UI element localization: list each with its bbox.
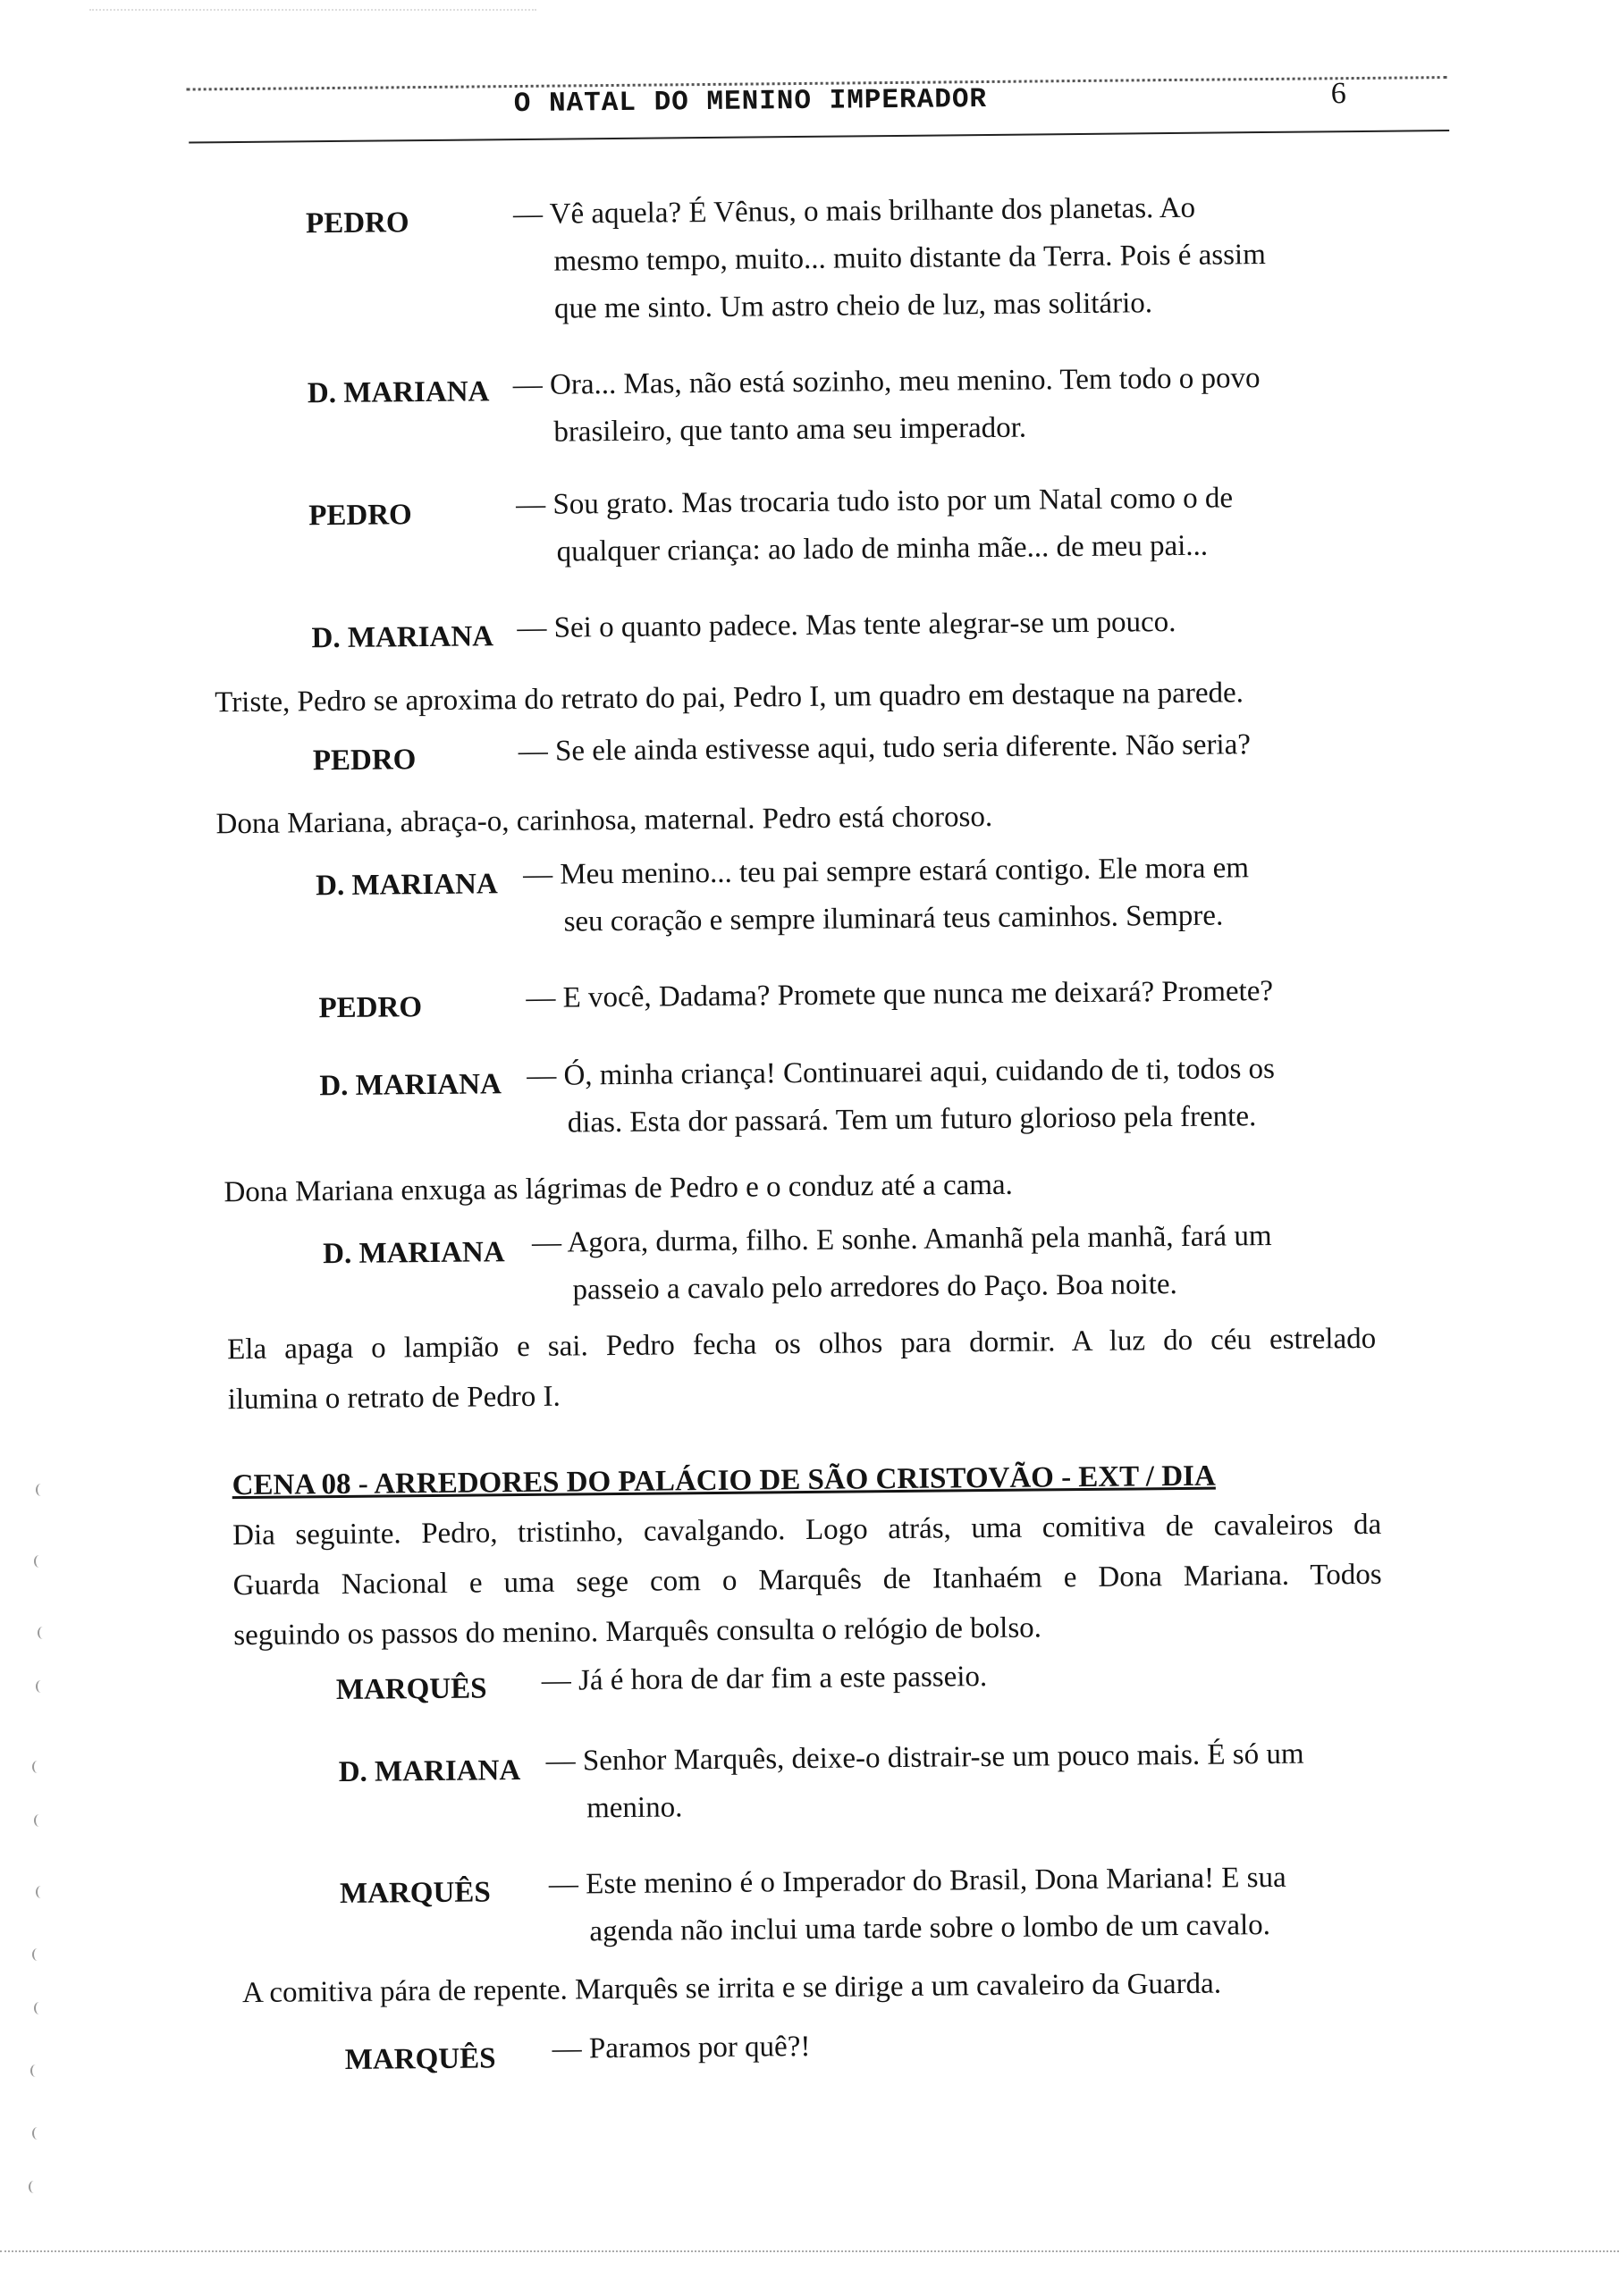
scan-artifact-mark (30, 2065, 41, 2077)
dialogue-line: qualquer criança: ao lado de minha mãe... de meu pai... (556, 529, 1209, 568)
action-text (215, 792, 992, 849)
dialogue-line: — Sei o quanto padece. Mas tente alegrar-se um pouco. (517, 605, 1176, 645)
page-title: O NATAL DO MENINO IMPERADOR (513, 83, 988, 121)
scan-artifact-mark (32, 1948, 43, 1961)
speaker-name: PEDRO (312, 744, 417, 778)
action-line: Ela apaga o lampião e sai. Pedro fecha os olhos para dormir. A luz do céu estrelado (227, 1322, 1377, 1367)
dialogue-text (523, 845, 1250, 946)
action-text (223, 1160, 1013, 1217)
dialogue-line: — Ora... Mas, não está sozinho, meu menino. Tem todo o povo (512, 362, 1261, 402)
speaker-name: D. MARIANA (307, 375, 490, 410)
dialogue-line: — E você, Dadama? Promete que nunca me deixará? Promete? (526, 974, 1274, 1014)
dialogue-line: — Senhor Marquês, deixe-o distrair-se um pouco mais. É só um (545, 1737, 1304, 1778)
scan-artifact-mark (34, 2002, 45, 2014)
action-line: Guarda Nacional e uma sege com o Marquês de Itanhaém e Dona Mariana. Todos (232, 1558, 1382, 1602)
speaker-name: PEDRO (305, 206, 409, 240)
speaker-name: MARQUÊS (339, 1876, 491, 1911)
dialogue-line: — Se ele ainda estivesse aqui, tudo seria diferente. Não seria? (518, 728, 1252, 769)
scene-heading: CENA 08 - ARREDORES DO PALÁCIO DE SÃO CRISTOVÃO - EXT / DIA (232, 1459, 1216, 1502)
dialogue-line: — Agora, durma, filho. E sonhe. Amanhã pela manhã, fará um (531, 1219, 1272, 1259)
dialogue-text (549, 1854, 1287, 1956)
header-bottom-rule (189, 130, 1449, 144)
dialogue-text (542, 1653, 988, 1705)
action-line: A comitiva pára de repente. Marquês se irrita e se dirige a um cavaleiro da Guarda. (241, 1967, 1222, 2010)
scan-artifact-left-edge (0, 1055, 63, 2288)
action-line: Triste, Pedro se aproxima do retrato do pai, Pedro I, um quadro em destaque na parede. (215, 677, 1244, 719)
dialogue-text (513, 355, 1261, 457)
speaker-name: PEDRO (318, 991, 423, 1025)
scan-artifact-mark (36, 1886, 46, 1898)
dialogue-line: agenda não inclui uma tarde sobre o lombo de um cavalo. (589, 1909, 1271, 1948)
dialogue-line: — Meu menino... teu pai sempre estará contigo. Ele mora em (522, 852, 1250, 892)
dialogue-text (545, 1731, 1304, 1833)
scan-artifact-mark (32, 1761, 43, 1773)
dialogue-text (516, 475, 1234, 576)
action-text (227, 1314, 1377, 1425)
speaker-name: D. MARIANA (322, 1236, 505, 1271)
dialogue-line: brasileiro, que tanto ama seu imperador. (553, 411, 1027, 449)
dialogue-line: menino. (586, 1791, 683, 1825)
dialogue-line: dias. Esta dor passará. Tem um futuro glorioso pela frente. (567, 1100, 1257, 1140)
dialogue-text (513, 184, 1267, 333)
action-text (242, 1959, 1221, 2019)
action-line: seguindo os passos do menino. Marquês consulta o relógio de bolso. (233, 1611, 1042, 1653)
speaker-name: D. MARIANA (338, 1754, 521, 1789)
action-line: Dona Mariana, abraça-o, carinhosa, maternal. Pedro está choroso. (215, 800, 993, 841)
action-text (232, 1500, 1383, 1661)
dialogue-line: seu coração e sempre iluminará teus caminhos. Sempre. (563, 899, 1224, 938)
speaker-name: D. MARIANA (319, 1068, 502, 1103)
dialogue-text (519, 721, 1252, 776)
dialogue-line: — Já é hora de dar fim a este passeio. (541, 1661, 988, 1697)
scan-artifact-mark (32, 2127, 43, 2140)
dialogue-line: — Vê aquela? É Vênus, o mais brilhante dos planetas. Ao (512, 191, 1196, 231)
dialogue-text (527, 1046, 1276, 1148)
action-line: ilumina o retrato de Pedro I. (227, 1380, 561, 1417)
scan-artifact-mark (29, 2181, 39, 2193)
dialogue-text (552, 2023, 810, 2073)
scan-artifact-mark (36, 1680, 46, 1693)
scan-artifact-mark (36, 1484, 46, 1496)
dialogue-line: — Este menino é o Imperador do Brasil, Dona Mariana! E sua (548, 1861, 1286, 1901)
scan-artifact-mark (34, 1555, 45, 1568)
speaker-name: MARQUÊS (335, 1672, 487, 1707)
speaker-name: D. MARIANA (311, 620, 494, 655)
dialogue-text (517, 599, 1176, 652)
dialogue-text (526, 968, 1273, 1022)
scan-artifact-bottom (0, 2250, 1619, 2252)
scan-artifact-mark (34, 1814, 45, 1827)
speaker-name: D. MARIANA (316, 868, 498, 903)
dialogue-line: que me sinto. Um astro cheio de luz, mas solitário. (553, 287, 1153, 325)
speaker-name: PEDRO (308, 499, 412, 533)
speaker-name: MARQUÊS (344, 2042, 496, 2076)
dialogue-line: passeio a cavalo pelo arredores do Paço. Boa noite. (572, 1268, 1177, 1307)
dialogue-line: — Sou grato. Mas trocaria tudo isto por um Natal como o de (515, 482, 1234, 522)
action-line: Dona Mariana enxuga as lágrimas de Pedro e o conduz até a cama. (223, 1168, 1014, 1209)
scan-artifact-mark (38, 1627, 48, 1639)
action-line: Dia seguinte. Pedro, tristinho, cavalgando. Logo atrás, uma comitiva de cavaleiros da (232, 1508, 1382, 1552)
dialogue-line: — Ó, minha criança! Continuarei aqui, cuidando de ti, todos os (527, 1052, 1276, 1092)
dialogue-line: mesmo tempo, muito... muito distante da Terra. Pois é assim (553, 239, 1266, 278)
dialogue-text (532, 1213, 1272, 1315)
dialogue-line: — Paramos por quê?! (552, 2030, 811, 2065)
page-number: 6 (1330, 77, 1346, 111)
action-text (215, 668, 1244, 727)
